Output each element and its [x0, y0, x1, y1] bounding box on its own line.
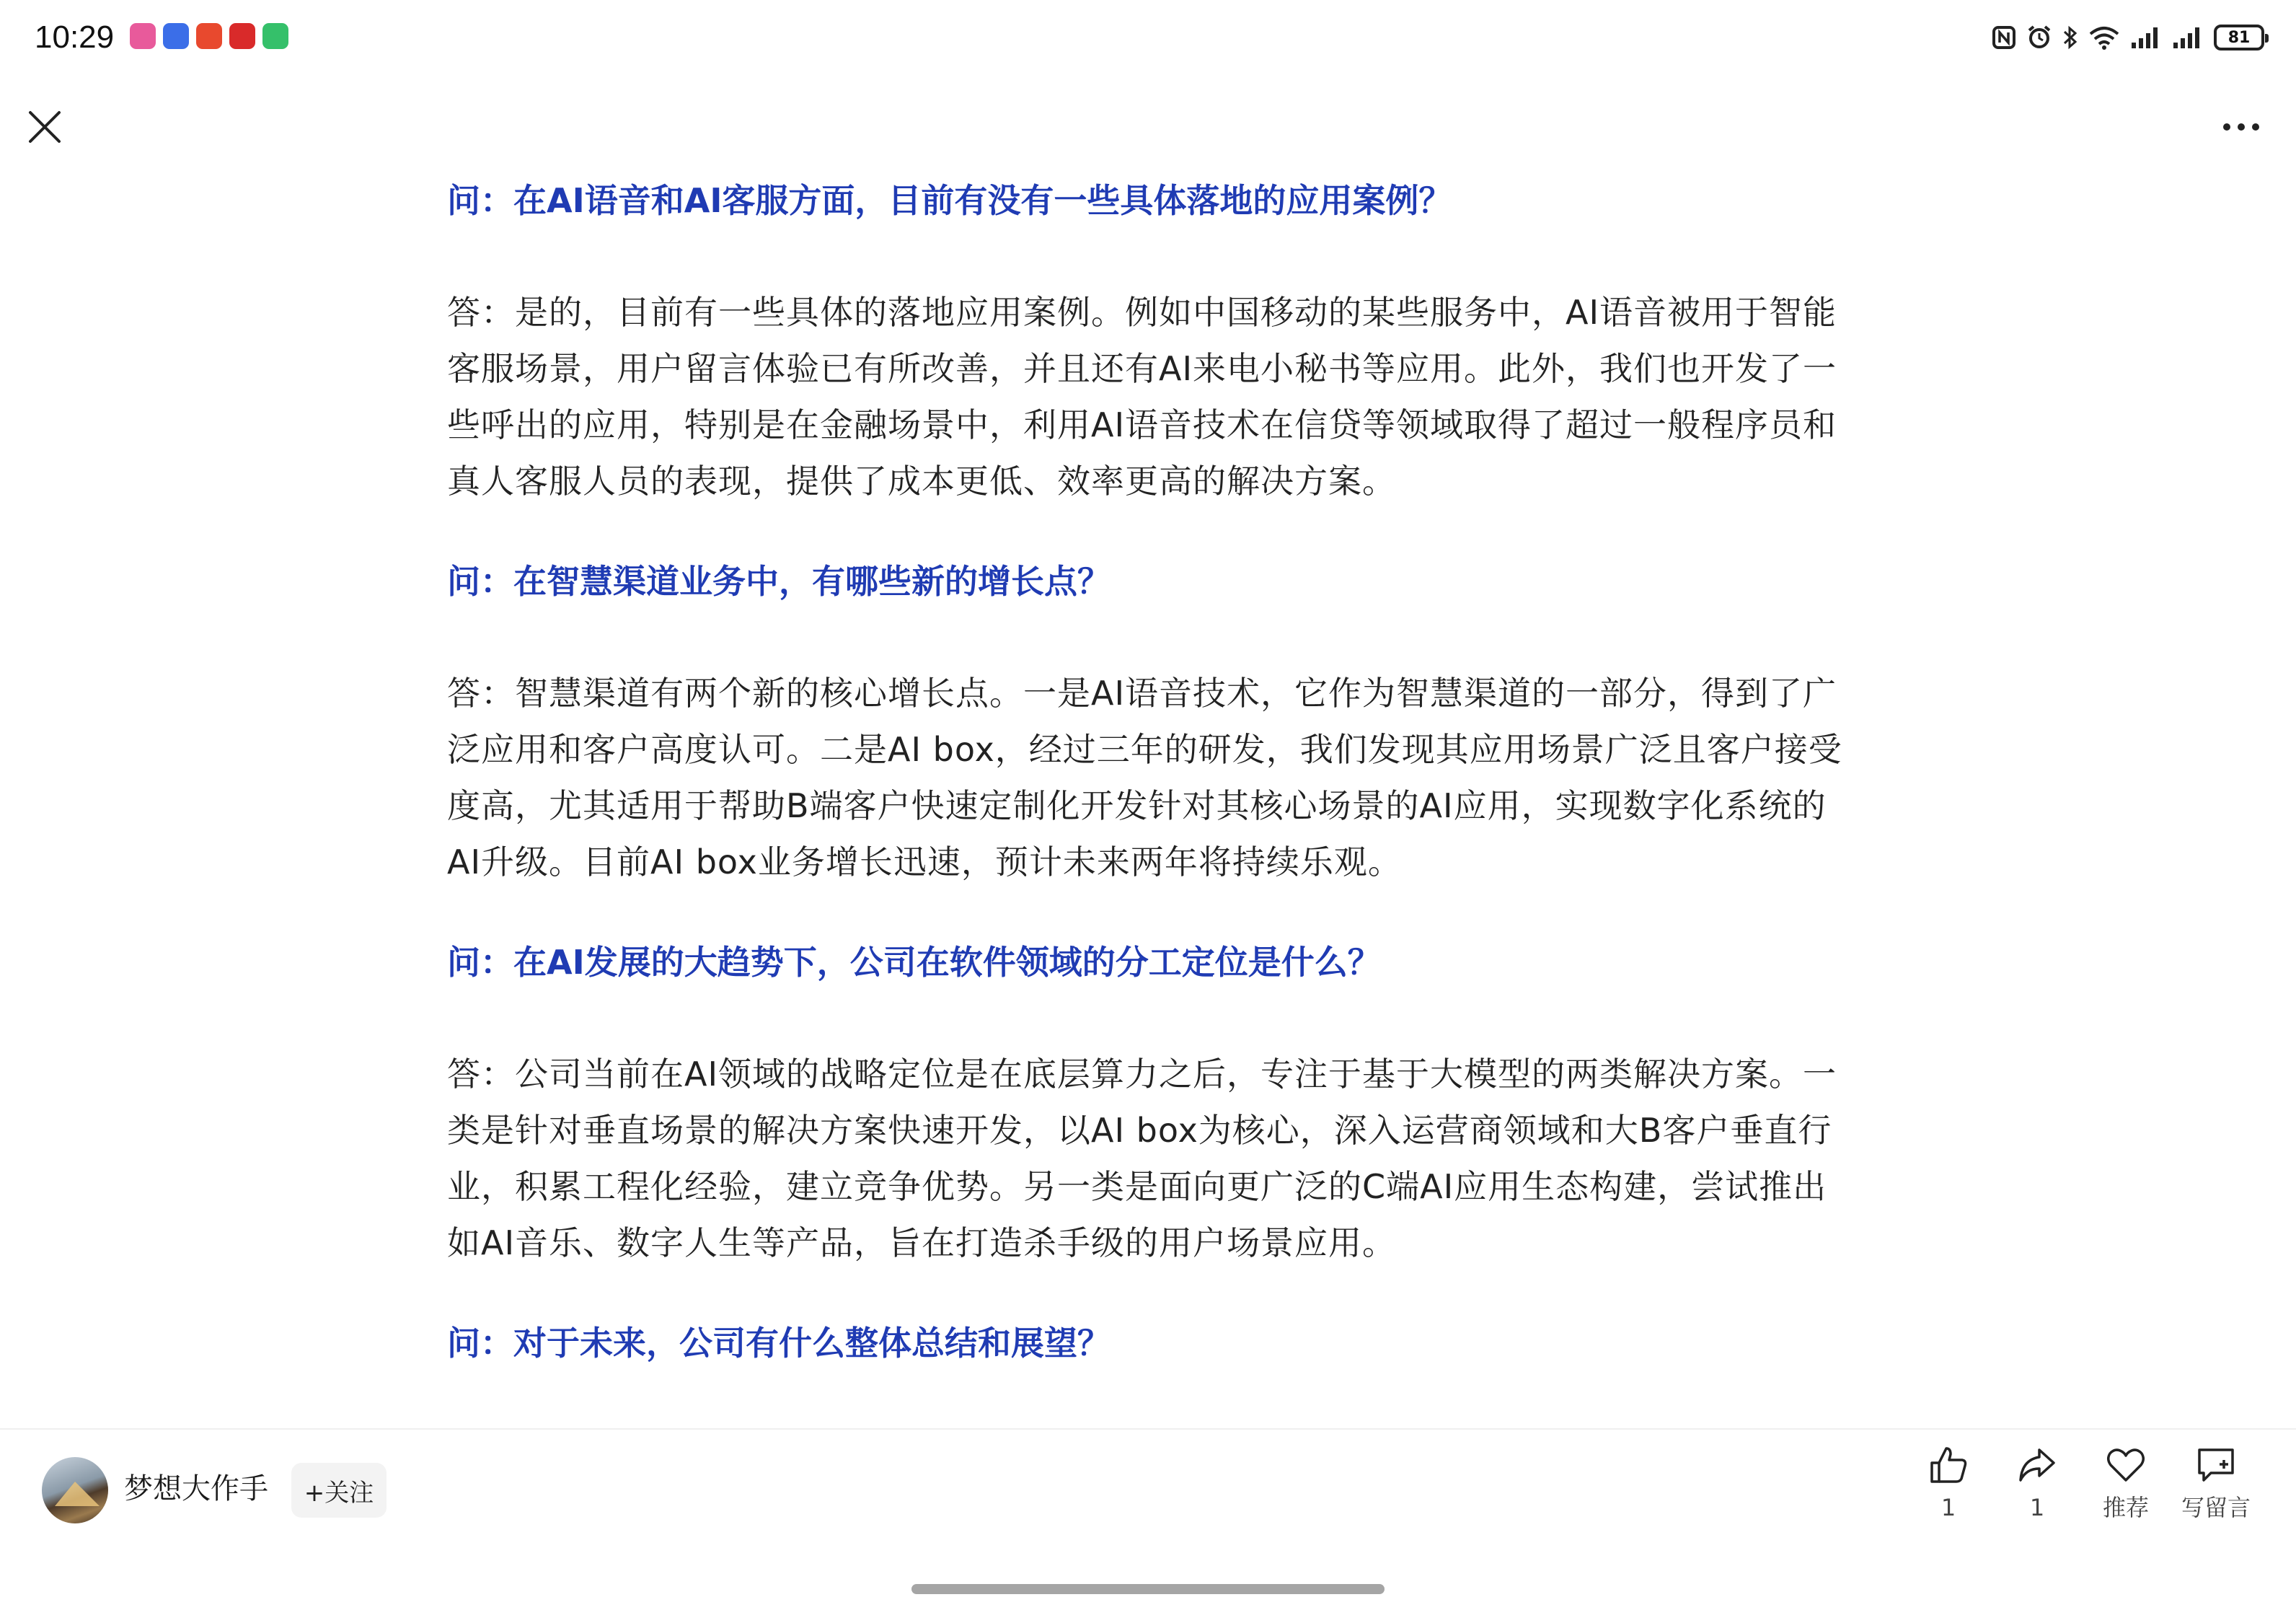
recommend-label: 推荐 [2102, 1494, 2149, 1521]
like-count: 1 [1940, 1494, 1956, 1521]
question-1: 问：在AI语音和AI客服方面，目前有没有一些具体落地的应用案例？ [447, 181, 1452, 220]
status-time: 10:29 [35, 19, 115, 55]
wifi-icon [2088, 25, 2120, 50]
answer-3: 答：公司当前在AI领域的战略定位是在底层算力之后，专注于基于大模型的两类解决方案。一类是针对垂直场景的解决方案快速开发，以AI box为核心，深入运营商领域和大B客户垂直行业，积累工程化经验，建立竞争优势。另一类是面向更广泛的C端AI应用生态构建，尝试推出如AI音乐、数字人生等产品，旨在打造杀手级的用户场景应用。 [447, 1055, 1837, 1262]
author-avatar[interactable] [42, 1457, 108, 1523]
close-icon[interactable] [26, 108, 63, 146]
home-indicator[interactable] [911, 1584, 1385, 1594]
article-body [447, 179, 1850, 1365]
status-app-icons [130, 23, 288, 49]
question-2: 问：在智慧渠道业务中，有哪些新的增长点？ [447, 562, 1111, 601]
share-button[interactable] [1997, 1444, 2077, 1522]
app-icon-5 [262, 23, 288, 49]
follow-button[interactable]: +关注 [291, 1463, 387, 1518]
share-arrow-icon [2016, 1444, 2058, 1486]
like-button[interactable] [1909, 1444, 1988, 1522]
answer-2: 答：智慧渠道有两个新的核心增长点。一是AI语音技术，它作为智慧渠道的一部分，得到了广泛应用和客户高度认可。二是AI box，经过三年的研发，我们发现其应用场景广泛且客户接受度高，尤其适用于帮助B端客户快速定制化开发针对其核心场景的AI应用，实现数字化系统的AI升级。目前AI box业务增长迅速，预计未来两年将持续乐观。 [447, 674, 1842, 881]
author-name[interactable]: 梦想大作手 [124, 1472, 268, 1505]
signal-icon-1 [2130, 25, 2162, 50]
app-icon-4 [229, 23, 255, 49]
status-indicators [1992, 22, 2264, 53]
answer-1: 答：是的，目前有一些具体的落地应用案例。例如中国移动的某些服务中，AI语音被用于智能客服场景，用户留言体验已有所改善，并且还有AI来电小秘书等应用。此外，我们也开发了一些呼出的应用，特别是在金融场景中，利用AI语音技术在信贷等领域取得了超过一般程序员和真人客服人员的表现，提供了成本更低、效率更高的解决方案。 [447, 293, 1837, 501]
recommend-button[interactable] [2086, 1444, 2165, 1522]
share-count: 1 [2029, 1494, 2045, 1521]
more-options-icon[interactable] [2221, 114, 2261, 140]
heart-icon [2105, 1444, 2147, 1486]
chat-icon [163, 23, 189, 49]
write-comment-button[interactable] [2176, 1444, 2256, 1522]
alarm-icon [2026, 25, 2052, 50]
nfc-icon [1992, 25, 2016, 50]
bottom-bar [0, 1430, 2296, 1610]
question-3: 问：在AI发展的大趋势下，公司在软件领域的分工定位是什么？ [447, 943, 1381, 982]
app-icon-3 [196, 23, 222, 49]
bluetooth-icon [2062, 25, 2078, 50]
comment-icon [2195, 1444, 2237, 1486]
write-comment-label: 写留言 [2181, 1494, 2251, 1521]
question-4: 问：对于未来，公司有什么整体总结和展望？ [447, 1324, 1111, 1363]
thumbs-up-icon [1928, 1444, 1969, 1486]
signal-icon-2 [2172, 25, 2204, 50]
battery-indicator: 81 [2214, 25, 2264, 50]
app-icon-1 [130, 23, 156, 49]
status-bar [0, 0, 2296, 75]
